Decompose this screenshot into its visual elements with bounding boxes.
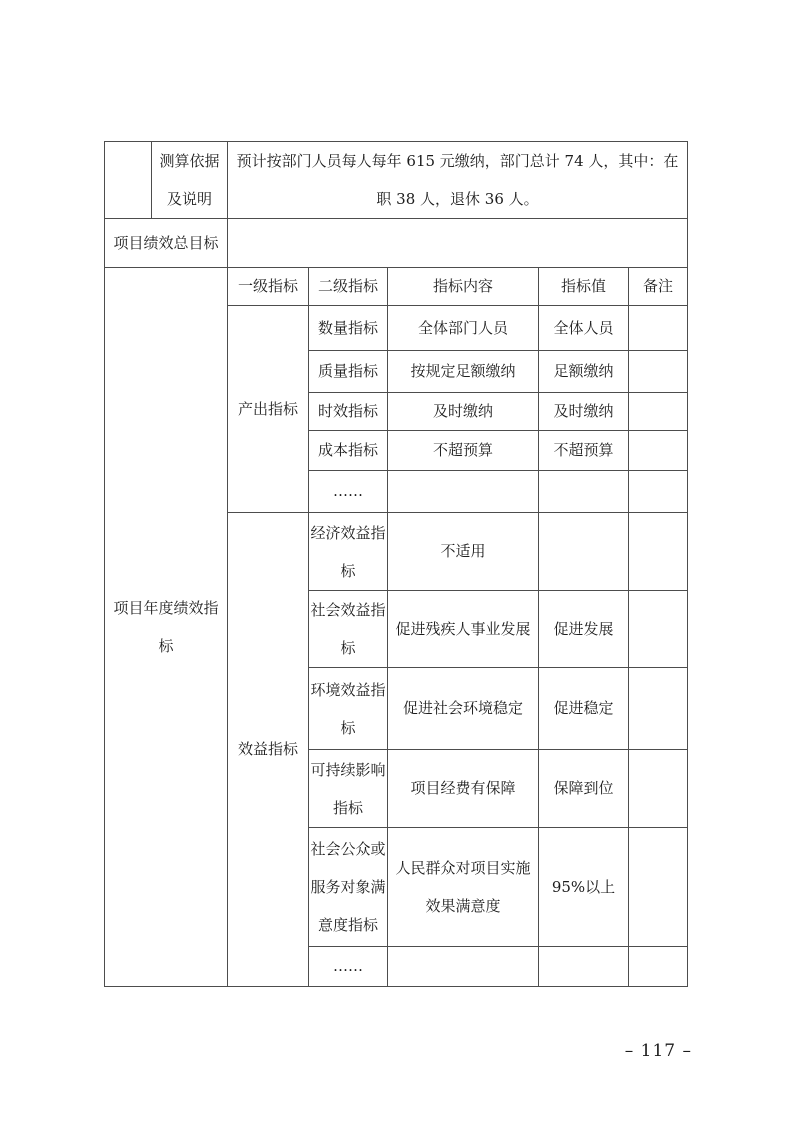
secondary-indicator-cell: 质量指标 <box>309 351 388 393</box>
secondary-indicator-cell <box>309 750 388 828</box>
secondary-indicator-cell: 成本指标 <box>309 431 388 471</box>
measurement-basis-label-line: 及说明 <box>166 190 212 208</box>
note-cell <box>629 513 688 591</box>
indicator-value-cell: 保障到位 <box>539 750 629 828</box>
header-primary-indicator: 一级指标 <box>228 268 309 306</box>
measurement-basis-text-line: 预计按部门人员每人每年 615 元缴纳，部门总计 74 人，其中：在 <box>236 152 679 170</box>
indicator-value-cell: 促进稳定 <box>539 668 629 750</box>
secondary-indicator-line: 环境效益指 <box>310 680 386 699</box>
note-cell <box>629 591 688 668</box>
secondary-indicator-line: 可持续影响 <box>310 760 386 779</box>
note-cell <box>629 351 688 393</box>
note-cell <box>629 668 688 750</box>
indicator-content-cell <box>388 828 539 947</box>
benefit-indicators-group-cell: 效益指标 <box>228 513 309 987</box>
secondary-indicator-cell: 时效指标 <box>309 393 388 431</box>
indicator-content-cell <box>388 947 539 987</box>
note-cell <box>629 393 688 431</box>
indicator-content-cell: 全体部门人员 <box>388 306 539 351</box>
overall-goal-value-cell <box>228 219 688 268</box>
header-indicator-value: 指标值 <box>539 268 629 306</box>
indicator-content-cell: 不适用 <box>388 513 539 591</box>
measurement-basis-text-line: 职 38 人，退休 36 人。 <box>376 190 539 208</box>
page-number: – 117 – <box>624 1041 692 1061</box>
measurement-basis-row <box>105 142 688 219</box>
indicator-content-cell <box>388 471 539 513</box>
secondary-indicator-line: 经济效益指 <box>310 523 386 542</box>
secondary-indicator-line: 社会效益指 <box>310 601 386 619</box>
secondary-indicator-cell: …… <box>309 471 388 513</box>
secondary-indicator-line: 服务对象满 <box>310 878 386 896</box>
secondary-indicator-line: 意度指标 <box>317 916 378 934</box>
indicator-value-cell <box>539 513 629 591</box>
row-category-spacer-cell <box>105 142 152 219</box>
indicator-value-cell: 全体人员 <box>539 306 629 351</box>
indicator-value-cell <box>539 947 629 987</box>
overall-goal-row <box>105 219 688 268</box>
indicator-value-cell: 95%以上 <box>539 828 629 947</box>
secondary-indicator-line: 指标 <box>332 798 363 817</box>
indicator-value-cell: 促进发展 <box>539 591 629 668</box>
measurement-basis-label-line: 测算依据 <box>159 152 220 170</box>
indicator-content-cell: 项目经费有保障 <box>388 750 539 828</box>
indicator-content-cell: 及时缴纳 <box>388 393 539 431</box>
secondary-indicator-line: 社会公众或 <box>310 840 386 858</box>
header-indicator-content: 指标内容 <box>388 268 539 306</box>
performance-indicator-table <box>104 141 688 987</box>
indicator-header-row <box>105 268 688 306</box>
secondary-indicator-cell: 数量指标 <box>309 306 388 351</box>
indicator-content-cell: 按规定足额缴纳 <box>388 351 539 393</box>
note-cell <box>629 471 688 513</box>
note-cell <box>629 947 688 987</box>
secondary-indicator-cell <box>309 591 388 668</box>
indicator-value-cell: 足额缴纳 <box>539 351 629 393</box>
note-cell <box>629 828 688 947</box>
measurement-basis-text-cell <box>228 142 688 219</box>
annual-indicators-label-line: 标 <box>158 637 174 655</box>
header-secondary-indicator: 二级指标 <box>309 268 388 306</box>
measurement-basis-label-cell <box>152 142 228 219</box>
secondary-indicator-cell <box>309 828 388 947</box>
annual-indicators-label-line: 项目年度绩效指 <box>113 599 219 617</box>
indicator-content-line: 人民群众对项目实施 <box>395 859 531 877</box>
indicator-content-cell: 促进残疾人事业发展 <box>388 591 539 668</box>
note-cell <box>629 306 688 351</box>
note-cell <box>629 750 688 828</box>
indicator-content-cell: 不超预算 <box>388 431 539 471</box>
indicator-content-cell: 促进社会环境稳定 <box>388 668 539 750</box>
header-note: 备注 <box>629 268 688 306</box>
secondary-indicator-line: 标 <box>340 561 356 580</box>
indicator-content-line: 效果满意度 <box>425 897 501 915</box>
secondary-indicator-cell <box>309 668 388 750</box>
secondary-indicator-line: 标 <box>340 718 356 737</box>
secondary-indicator-line: 标 <box>340 639 356 657</box>
overall-goal-label-cell: 项目绩效总目标 <box>105 219 228 268</box>
indicator-value-cell <box>539 471 629 513</box>
output-indicators-group-cell: 产出指标 <box>228 306 309 513</box>
secondary-indicator-cell: …… <box>309 947 388 987</box>
annual-indicators-label-cell <box>105 268 228 987</box>
secondary-indicator-cell <box>309 513 388 591</box>
indicator-value-cell: 不超预算 <box>539 431 629 471</box>
note-cell <box>629 431 688 471</box>
indicator-value-cell: 及时缴纳 <box>539 393 629 431</box>
